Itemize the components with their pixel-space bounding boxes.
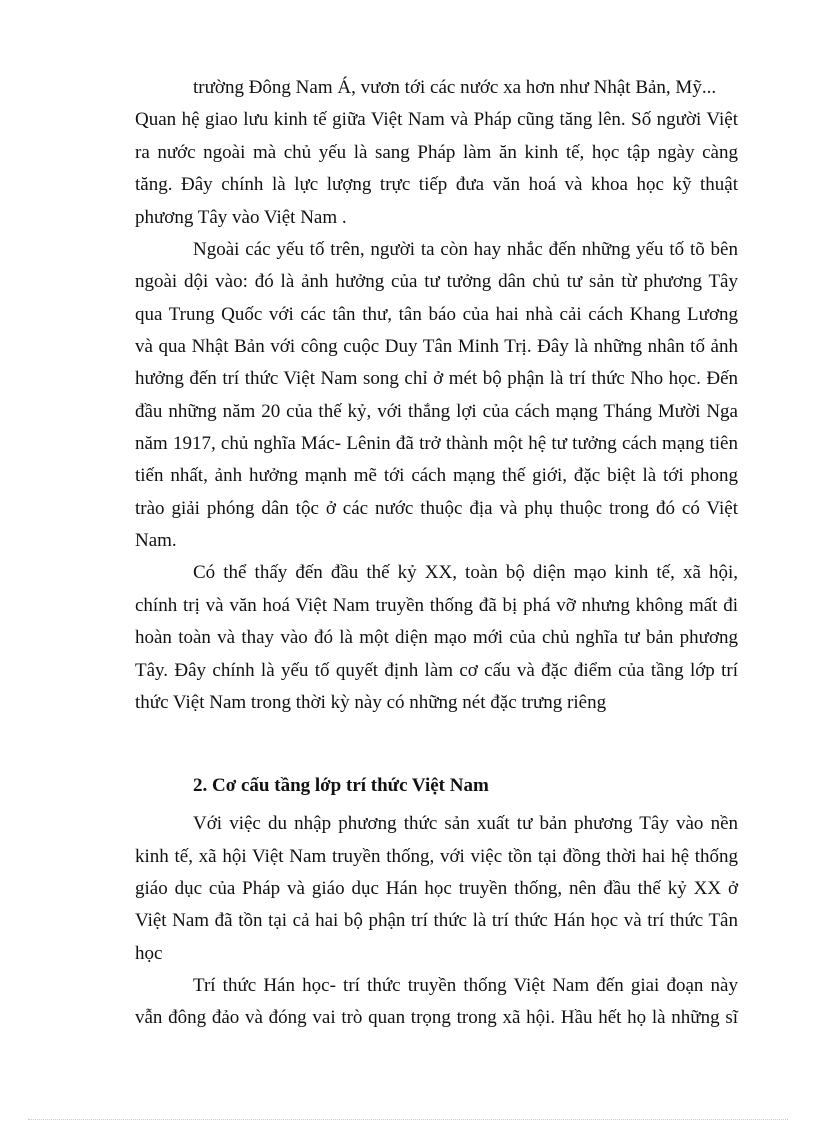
text-line: phương Tây vào Việt Nam . [135, 207, 347, 228]
text-line: ngoài dội vào: đó là ảnh hưởng của tư tưởng dân chủ tư sản từ phương Tây [135, 271, 738, 292]
text-line: đầu những năm 20 của thế kỷ, với thắng lợi của cách mạng Tháng Mười Nga [135, 401, 738, 422]
text-line: Trí thức Hán học- trí thức truyền thống Việt Nam đến giai đoạn này [193, 975, 738, 996]
text-line: Quan hệ giao lưu kinh tế giữa Việt Nam và Pháp cũng tăng lên. Số người Việt [135, 109, 738, 130]
text-line: hưởng đến trí thức Việt Nam song chỉ ở mét bộ phận là trí thức Nho học. Đến [135, 368, 738, 389]
text-line: ra nước ngoài mà chủ yếu là sang Pháp làm ăn kinh tế, học tập ngày càng [135, 142, 738, 163]
text-line: Tây. Đây chính là yếu tố quyết định làm cơ cấu và đặc điểm của tầng lớp trí [135, 660, 738, 681]
text-line: học [135, 943, 163, 964]
text-line: Việt Nam đã tồn tại cả hai bộ phận trí thức là trí thức Hán học và trí thức Tân [135, 910, 738, 931]
text-line: tăng. Đây chính là lực lượng trực tiếp đưa văn hoá và khoa học kỹ thuật [135, 174, 738, 195]
text-line: Ngoài các yếu tố trên, người ta còn hay nhắc đến những yếu tố tõ bên [193, 239, 738, 260]
text-line: qua Trung Quốc với các tân thư, tân báo của hai nhà cải cách Khang Lương [135, 304, 738, 325]
text-line: Có thể thấy đến đầu thế kỷ XX, toàn bộ diện mạo kinh tế, xã hội, [193, 562, 738, 583]
section-heading: 2. Cơ cấu tầng lớp trí thức Việt Nam [193, 775, 489, 796]
page-bottom-rule [28, 1119, 788, 1120]
text-line: tiến nhất, ảnh hưởng mạnh mẽ tới cách mạng thế giới, đặc biệt là tới phong [135, 465, 738, 486]
text-line: và qua Nhật Bản với công cuộc Duy Tân Minh Trị. Đây là những nhân tố ảnh [135, 336, 738, 357]
text-line: giáo dục của Pháp và giáo dục Hán học truyền thống, nên đầu thế kỷ XX ở [135, 878, 738, 899]
text-line: vẫn đông đảo và đóng vai trò quan trọng trong xã hội. Hầu hết họ là những sĩ [135, 1007, 738, 1028]
text-line: kinh tế, xã hội Việt Nam truyền thống, với việc tồn tại đồng thời hai hệ thống [135, 846, 738, 867]
text-line: thức Việt Nam trong thời kỳ này có những nét đặc trưng riêng [135, 692, 607, 713]
text-line: hoàn toàn và thay vào đó là một diện mạo mới của chủ nghĩa tư bản phương [135, 627, 738, 648]
text-line: trào giải phóng dân tộc ở các nước thuộc địa và phụ thuộc trong đó có Việt [135, 498, 738, 519]
text-line: chính trị và văn hoá Việt Nam truyền thống đã bị phá vỡ nhưng không mất đi [135, 595, 738, 616]
text-line: Với việc du nhập phương thức sản xuất tư bản phương Tây vào nền [193, 813, 738, 834]
text-line: năm 1917, chủ nghĩa Mác- Lênin đã trở thành một hệ tư tưởng cách mạng tiên [135, 433, 738, 454]
text-line: trường Đông Nam Á, vươn tới các nước xa hơn như Nhật Bản, Mỹ... [193, 77, 717, 98]
text-line: Nam. [135, 530, 177, 551]
